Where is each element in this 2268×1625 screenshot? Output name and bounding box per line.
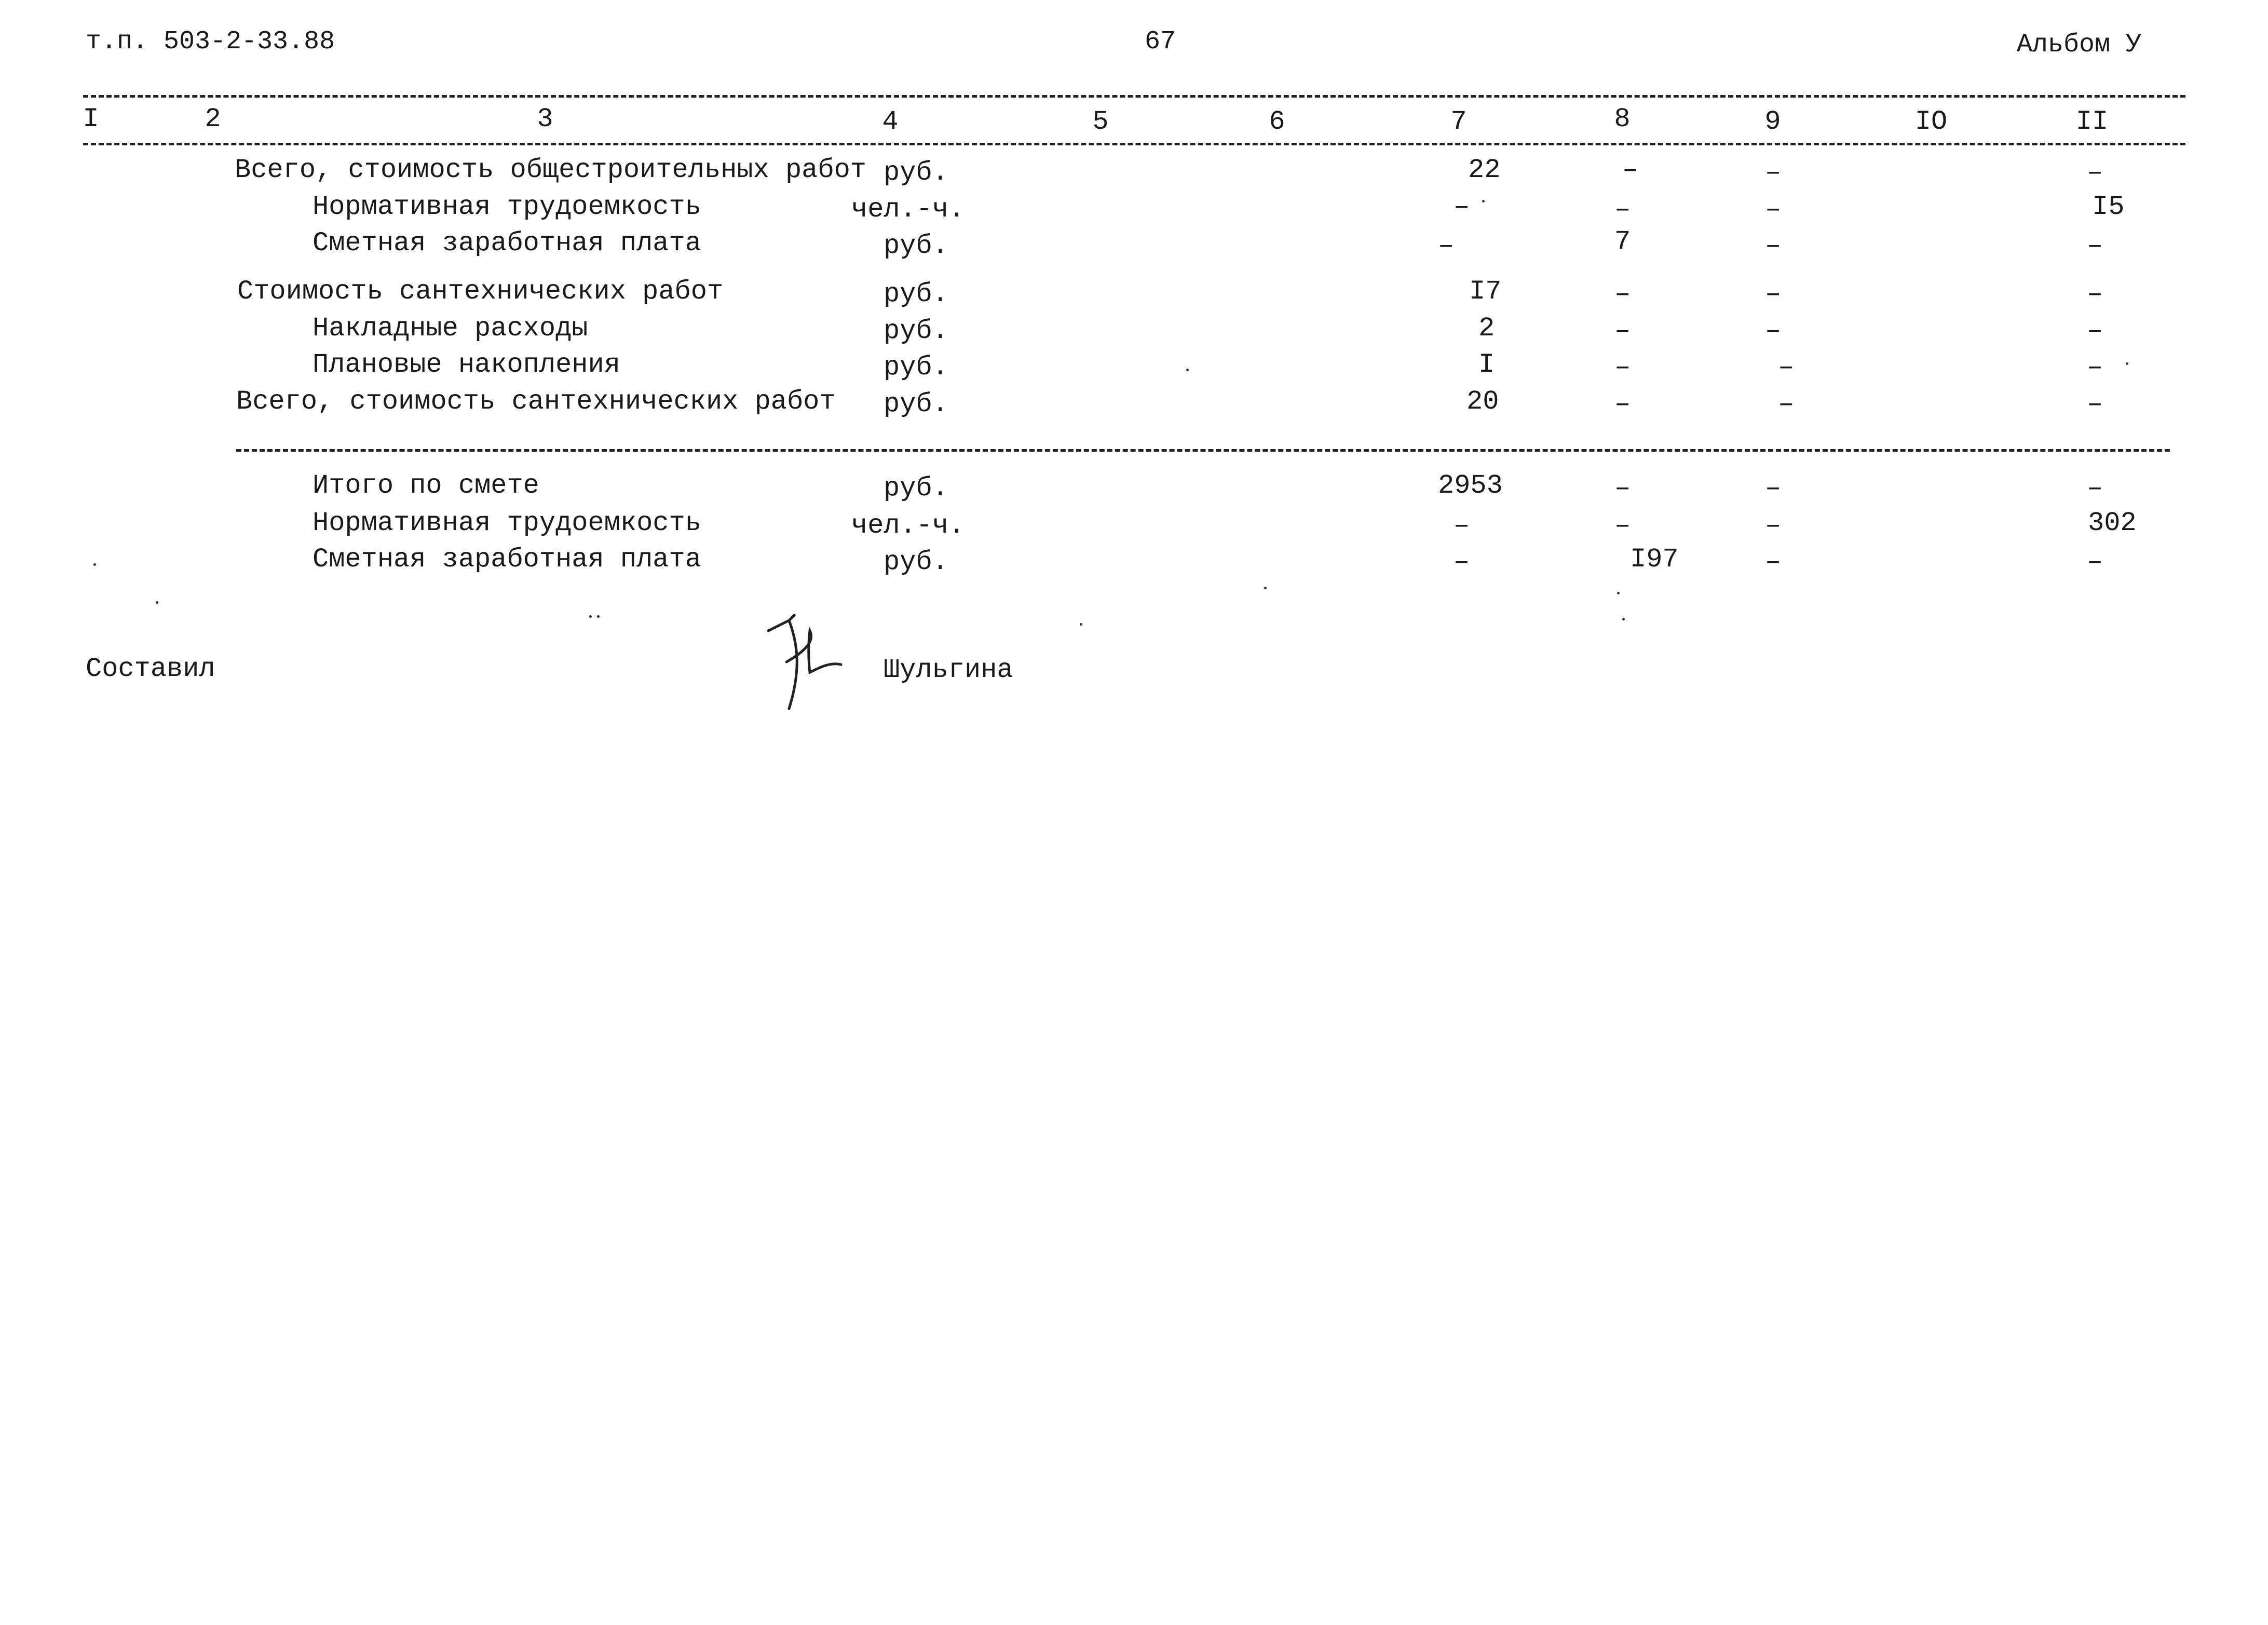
row-unit: руб. [884,157,948,188]
row-col9-value: – [1765,157,1782,188]
row-col7-value: – [1438,231,1455,261]
row-col11-value: – [2087,231,2103,261]
row-col7-value: 20 [1466,386,1499,417]
row-col9-value: – [1778,352,1795,383]
column-header-7: 7 [1450,106,1467,137]
page-number: 67 [1145,27,1176,57]
row-col9-value: – [1765,194,1782,225]
row-label: Всего, стоимость общестроительных работ [235,155,866,185]
row-col8-value: – [1622,155,1639,185]
total-col11-value: – [2087,473,2103,504]
scan-speck [156,601,158,604]
row-col7-value: I7 [1469,276,1502,307]
total-col8-value: – [1614,510,1631,541]
column-header-2: 2 [205,104,221,134]
scan-speck [1186,369,1189,371]
scan-speck [597,615,600,618]
total-col11-value: – [2087,547,2103,577]
column-header-11: II [2075,106,2109,137]
header-bottom-rule [83,143,2185,145]
row-col7-value: 2 [1478,313,1495,344]
scan-speck [589,615,592,618]
row-col11-value: – [2087,389,2103,419]
total-col11-value: 302 [2088,508,2137,538]
row-col11-value: – [2087,352,2103,383]
signer-name: Шульгина [884,655,1013,685]
column-header-1: I [83,104,99,134]
row-col9-value: – [1778,389,1795,419]
row-unit: руб. [884,316,948,346]
scan-speck [93,563,96,566]
row-label: Стоимость сантехнических работ [237,276,724,307]
scan-speck [1264,587,1267,589]
row-col9-value: – [1765,231,1782,261]
column-header-10: IO [1914,106,1948,137]
row-col8-value: – [1614,316,1631,346]
scan-speck [1622,618,1625,620]
row-col11-value: – [2087,316,2103,346]
column-header-6: 6 [1269,106,1285,137]
row-label: Плановые накопления [313,349,620,380]
row-col9-value: – [1765,316,1782,346]
total-col9-value: – [1765,547,1782,577]
total-label: Нормативная трудоемкость [313,508,701,538]
column-header-4: 4 [882,106,899,137]
row-label: Нормативная трудоемкость [313,192,701,222]
row-col7-value: – [1454,192,1470,222]
album-label: Альбом У [2017,30,2142,60]
row-col11-value: – [2087,279,2103,309]
column-header-9: 9 [1764,106,1781,137]
total-col7-value: – [1454,547,1470,577]
total-col9-value: – [1765,473,1782,504]
scan-speck [1482,200,1485,202]
row-col8-value: – [1614,279,1631,309]
row-col7-value: I [1478,349,1495,380]
column-header-3: 3 [537,104,553,134]
row-col8-value: – [1614,352,1631,383]
signature-mark [758,610,862,714]
row-label: Накладные расходы [313,313,588,344]
total-label: Сметная заработная плата [313,544,701,575]
row-col8-value: – [1614,389,1631,419]
row-col11-value: – [2087,157,2103,188]
document-code: т.п. 503-2-33.88 [86,27,335,57]
row-unit: чел.-ч. [851,194,965,225]
row-col8-value: 7 [1614,226,1631,257]
row-col8-value: – [1614,194,1631,225]
column-header-5: 5 [1092,106,1109,137]
row-unit: руб. [884,231,948,261]
total-label: Итого по смете [313,470,539,501]
total-col7-value: 2953 [1438,470,1503,501]
compiled-by-label: Составил [86,654,215,684]
row-unit: руб. [884,352,948,383]
row-label: Всего, стоимость сантехнических работ [236,386,836,417]
total-unit: руб. [884,473,948,504]
row-col7-value: 22 [1468,155,1501,185]
row-col9-value: – [1765,279,1782,309]
row-label: Сметная заработная плата [313,228,701,259]
header-top-rule [83,95,2185,98]
scan-speck [2126,362,2128,365]
scan-speck [1080,623,1082,626]
total-col9-value: – [1765,510,1782,541]
column-header-8: 8 [1614,104,1631,134]
total-unit: руб. [884,547,948,577]
total-unit: чел.-ч. [851,510,965,541]
row-col11-value: I5 [2092,192,2125,222]
row-unit: руб. [884,279,948,309]
total-col8-value: I97 [1630,544,1679,575]
totals-separator-rule [236,449,2170,452]
total-col8-value: – [1614,473,1631,504]
total-col7-value: – [1454,510,1470,541]
scan-speck [1617,592,1620,594]
row-unit: руб. [884,389,948,419]
